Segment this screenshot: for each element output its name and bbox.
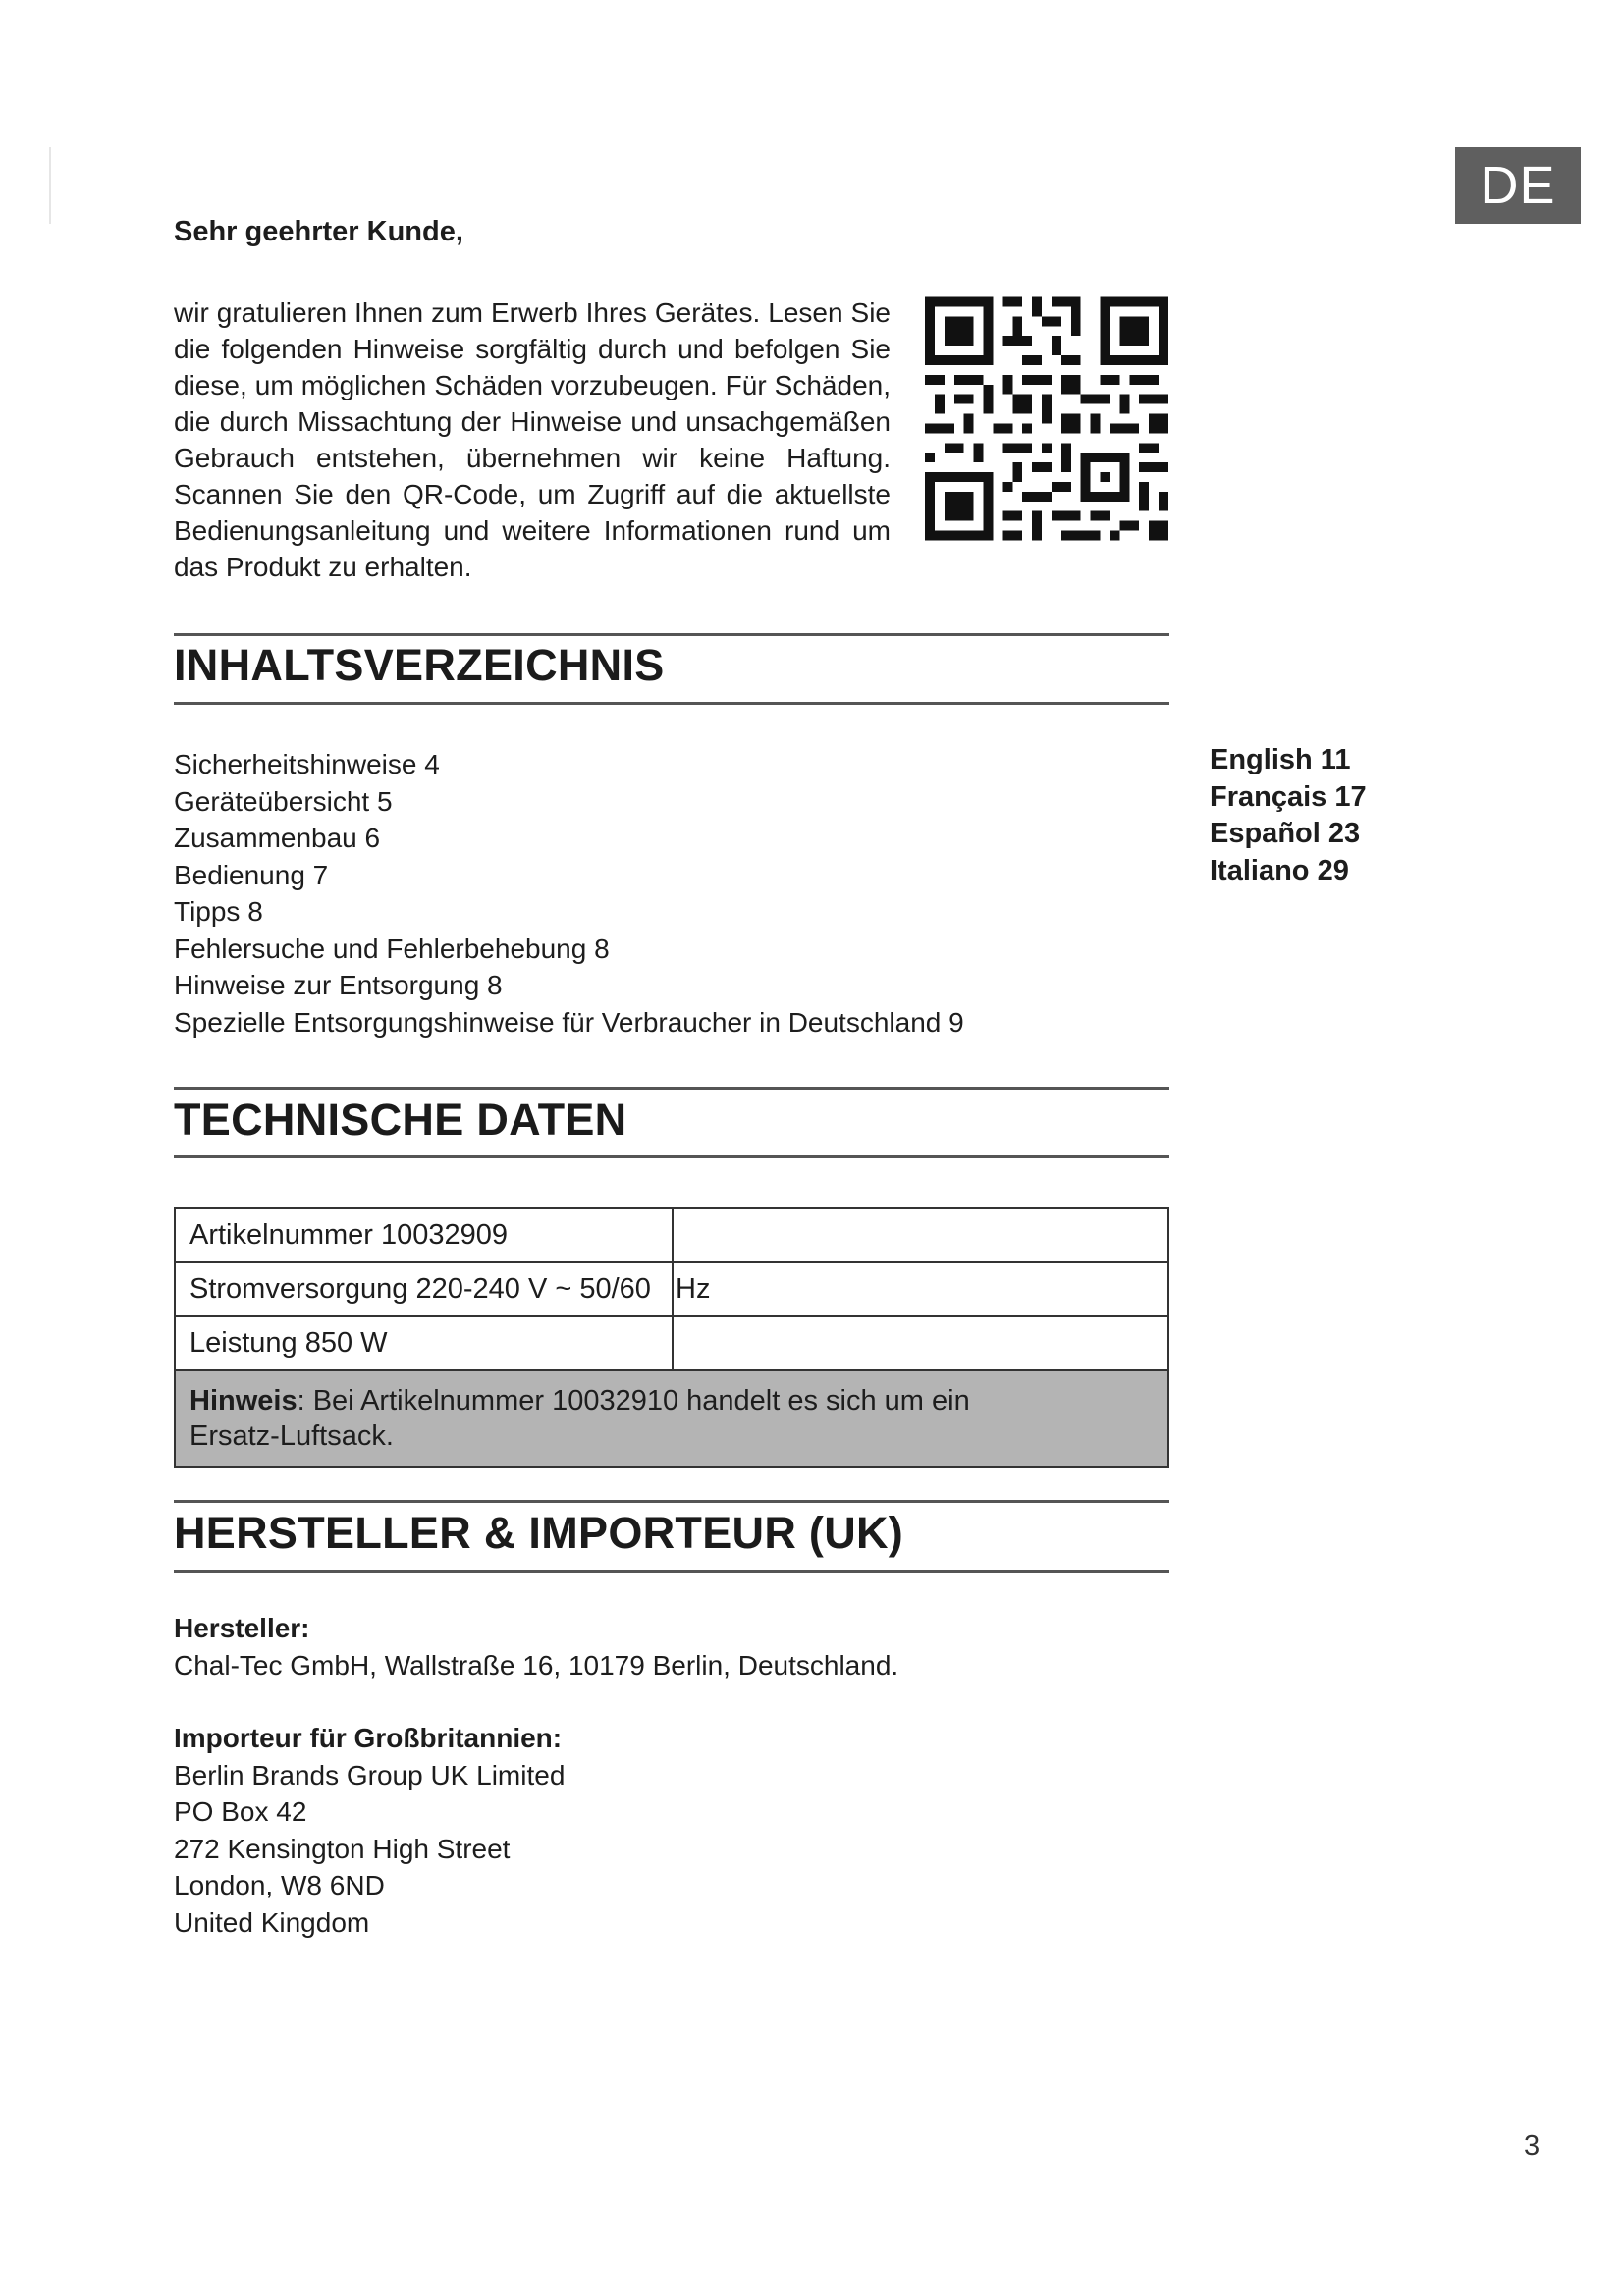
divider bbox=[174, 1087, 1169, 1090]
manufacturer-address: Chal-Tec GmbH, Wallstraße 16, 10179 Berlin, Deutschland. bbox=[174, 1649, 899, 1681]
page-number: 3 bbox=[1524, 2130, 1541, 2162]
language-badge: DE bbox=[1455, 147, 1581, 224]
table-cell bbox=[673, 1208, 1168, 1262]
manufacturer-block bbox=[174, 1610, 898, 1683]
language-link[interactable]: Español 23 bbox=[1210, 818, 1361, 849]
toc-item[interactable]: Fehlersuche und Fehlerbehebung 8 bbox=[174, 933, 610, 964]
note-text: : Bei Artikelnummer 10032910 handelt es sich um ein Ersatz-Luftsack. bbox=[189, 1385, 970, 1452]
toc-item[interactable]: Tipps 8 bbox=[174, 896, 263, 927]
divider bbox=[174, 633, 1169, 636]
table-cell: Stromversorgung 220-240 V ~ 50/60 bbox=[175, 1262, 673, 1316]
language-link[interactable]: English 11 bbox=[1210, 744, 1351, 775]
toc-item[interactable]: Spezielle Entsorgungshinweise für Verbraucher in Deutschland 9 bbox=[174, 1006, 964, 1038]
greeting: Sehr geehrter Kunde, bbox=[174, 216, 463, 247]
note-label: Hinweis bbox=[189, 1385, 298, 1416]
toc-item[interactable]: Bedienung 7 bbox=[174, 859, 329, 890]
table-row bbox=[175, 1316, 1168, 1370]
toc-list bbox=[174, 746, 964, 1041]
intro-paragraph: wir gratulieren Ihnen zum Erwerb Ihres Gerätes. Lesen Sie die folgenden Hinweise sorgfältig durch und befolgen Sie diese, um möglichen Schäden vorzubeugen. Für Schäden, die durch Missachtung der Hinweise und unsachgemäßen Gebrauch entstehen, übernehmen wir keine Haftung. Scannen Sie den QR-Code, um Zugriff auf die aktuellste Bedienungsanleitung und weitere Informationen rund um das Produkt zu erhalten. bbox=[174, 297, 891, 582]
divider bbox=[174, 1500, 1169, 1503]
table-cell: Artikelnummer 10032909 bbox=[175, 1208, 673, 1262]
table-row bbox=[175, 1370, 1168, 1467]
toc-item[interactable]: Sicherheitshinweise 4 bbox=[174, 749, 440, 779]
margin-line bbox=[49, 147, 51, 224]
table-row bbox=[175, 1262, 1168, 1316]
language-link[interactable]: Italiano 29 bbox=[1210, 854, 1349, 886]
maker-heading: HERSTELLER & IMPORTEUR (UK) bbox=[174, 1508, 904, 1558]
divider bbox=[174, 702, 1169, 705]
tech-heading: TECHNISCHE DATEN bbox=[174, 1095, 627, 1145]
importer-block bbox=[174, 1720, 565, 1941]
qr-code-icon[interactable] bbox=[925, 294, 1168, 543]
manufacturer-label: Hersteller: bbox=[174, 1613, 310, 1643]
importer-line: United Kingdom bbox=[174, 1906, 370, 1938]
spec-table bbox=[174, 1207, 1169, 1468]
toc-item[interactable]: Hinweise zur Entsorgung 8 bbox=[174, 970, 503, 1000]
language-list bbox=[1210, 742, 1367, 889]
toc-item[interactable]: Zusammenbau 6 bbox=[174, 823, 381, 853]
importer-label: Importeur für Großbritannien: bbox=[174, 1723, 563, 1753]
divider bbox=[174, 1155, 1169, 1158]
note-cell bbox=[175, 1370, 1168, 1467]
importer-line: London, W8 6ND bbox=[174, 1870, 385, 1900]
toc-heading: INHALTSVERZEICHNIS bbox=[174, 640, 665, 690]
table-cell: Hz bbox=[673, 1262, 1168, 1316]
toc-item[interactable]: Geräteübersicht 5 bbox=[174, 785, 393, 817]
divider bbox=[174, 1570, 1169, 1573]
table-row bbox=[175, 1208, 1168, 1262]
importer-line: PO Box 42 bbox=[174, 1796, 307, 1827]
table-cell bbox=[673, 1316, 1168, 1370]
importer-line: Berlin Brands Group UK Limited bbox=[174, 1759, 566, 1790]
importer-line: 272 Kensington High Street bbox=[174, 1833, 511, 1864]
language-link[interactable]: Français 17 bbox=[1210, 780, 1367, 813]
table-cell: Leistung 850 W bbox=[175, 1316, 673, 1370]
